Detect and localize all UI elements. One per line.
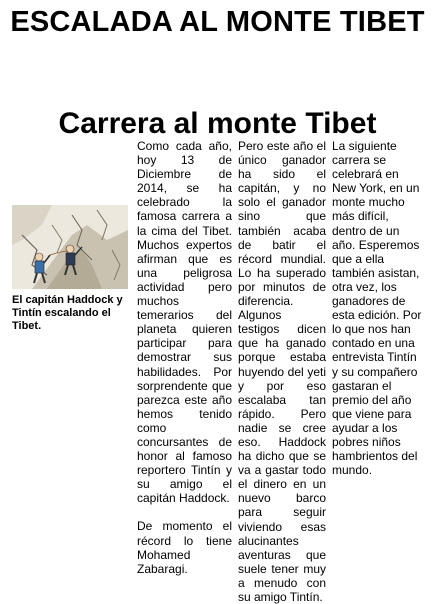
article-paragraph: Pero este año el único ganador ha sido el capitán, y no solo el ganador sino que también acaba de batir el récord mundial. Lo ha superado por minutos de diferencia. Algunos testigos dicen que ha ganado porque estaba huyendo del yeti y por eso escalaba tan rápido. Pero nadie se cree eso. Haddock ha dicho que se va a gastar todo el dinero en un nuevo barco para seguir viviendo esas alucinantes aventuras que suele tener muy a menudo con su amigo Tintín. [238, 139, 326, 604]
article-headline: Carrera al monte Tibet [58, 107, 377, 140]
article-photo [12, 205, 128, 289]
climbing-illustration [12, 205, 128, 289]
article-paragraph: La siguiente carrera se celebrará en New York, en un monte mucho más difícil, dentro de un año. Esperemos que a ella también asistan, otra vez, los ganadores de esta edición. Por lo que nos han contado en una entrevista Tintín y su compañero gastaran el premio del año que viene para ayudar a los pobres niños hambrientos del mundo. [332, 139, 422, 478]
article-column-2 [238, 139, 326, 604]
photo-caption: El capitán Haddock y Tintín escalando el Tibet. [12, 294, 123, 332]
masthead-title: ESCALADA AL MONTE TIBET [10, 6, 425, 38]
article-paragraph: De momento el récord lo tiene Mohamed Zabaragi. [137, 519, 232, 576]
article-column-1 [137, 139, 232, 576]
article-column-3 [332, 139, 426, 477]
article-paragraph: Como cada año, hoy 13 de Diciembre de 2014, se ha celebrado la famosa carrera a la cima del Tibet. Muchos expertos afirman que es una peligrosa actividad pero muchos temerarios del planeta quieren participar para demostrar sus habilidades. Por sorprendente que parezca este año hemos tenido como concursantes de honor al famoso reportero Tintín y su amigo el capitán Haddock. [137, 139, 232, 506]
